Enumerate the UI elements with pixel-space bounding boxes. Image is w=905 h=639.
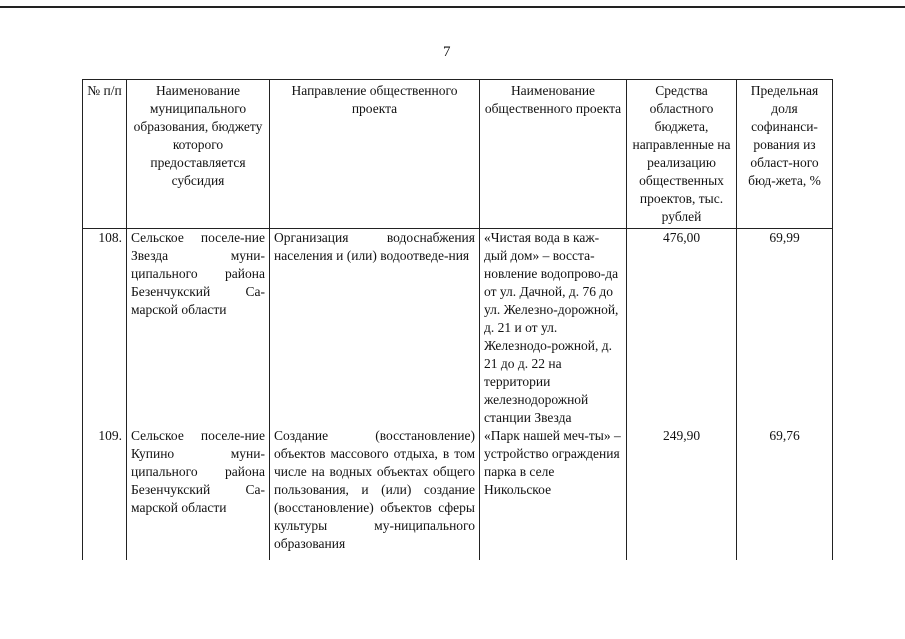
scan-top-edge bbox=[0, 6, 905, 8]
row-direction: Организация водоснабжения населения и (или) водоотведе-ния bbox=[270, 229, 480, 428]
row-municipality: Сельское поселе-ние Купино муни-ципального района Безенчукский Са-марской области bbox=[127, 427, 270, 560]
table-row bbox=[83, 229, 833, 428]
page-number: 7 bbox=[443, 44, 451, 60]
row-share: 69,76 bbox=[737, 427, 833, 560]
table-header-row bbox=[83, 80, 833, 229]
table-row bbox=[83, 427, 833, 560]
subsidy-table bbox=[82, 79, 833, 560]
header-number: № п/п bbox=[83, 80, 127, 229]
header-share: Предельная доля софинанси-рования из област-ного бюд-жета, % bbox=[737, 80, 833, 229]
header-municipality: Наименование муниципального образования, бюджету которого предоставляется субсидия bbox=[127, 80, 270, 229]
row-share: 69,99 bbox=[737, 229, 833, 428]
row-number: 109. bbox=[83, 427, 127, 560]
row-direction: Создание (восстановление) объектов массового отдыха, в том числе на водных объектах общего пользования, и (или) создание (восстановление) объектов сферы культуры му-ниципального образования bbox=[270, 427, 480, 560]
row-project: «Чистая вода в каж-дый дом» – восста-новление водопрово-да от ул. Дачной, д. 76 до ул. Железно-дорожной, д. 21 и от ул. Железнодо-рожной, д. 21 до д. 22 на территории железнодорожной станции Звезда bbox=[480, 229, 627, 428]
row-municipality: Сельское поселе-ние Звезда муни-ципального района Безенчукский Са-марской области bbox=[127, 229, 270, 428]
header-funds: Средства областного бюджета, направленные на реализацию общественных проектов, тыс. рублей bbox=[627, 80, 737, 229]
row-funds: 476,00 bbox=[627, 229, 737, 428]
row-project: «Парк нашей меч-ты» – устройство ограждения парка в селе Никольское bbox=[480, 427, 627, 560]
header-direction: Направление общественного проекта bbox=[270, 80, 480, 229]
header-project: Наименование общественного проекта bbox=[480, 80, 627, 229]
row-number: 108. bbox=[83, 229, 127, 428]
row-funds: 249,90 bbox=[627, 427, 737, 560]
